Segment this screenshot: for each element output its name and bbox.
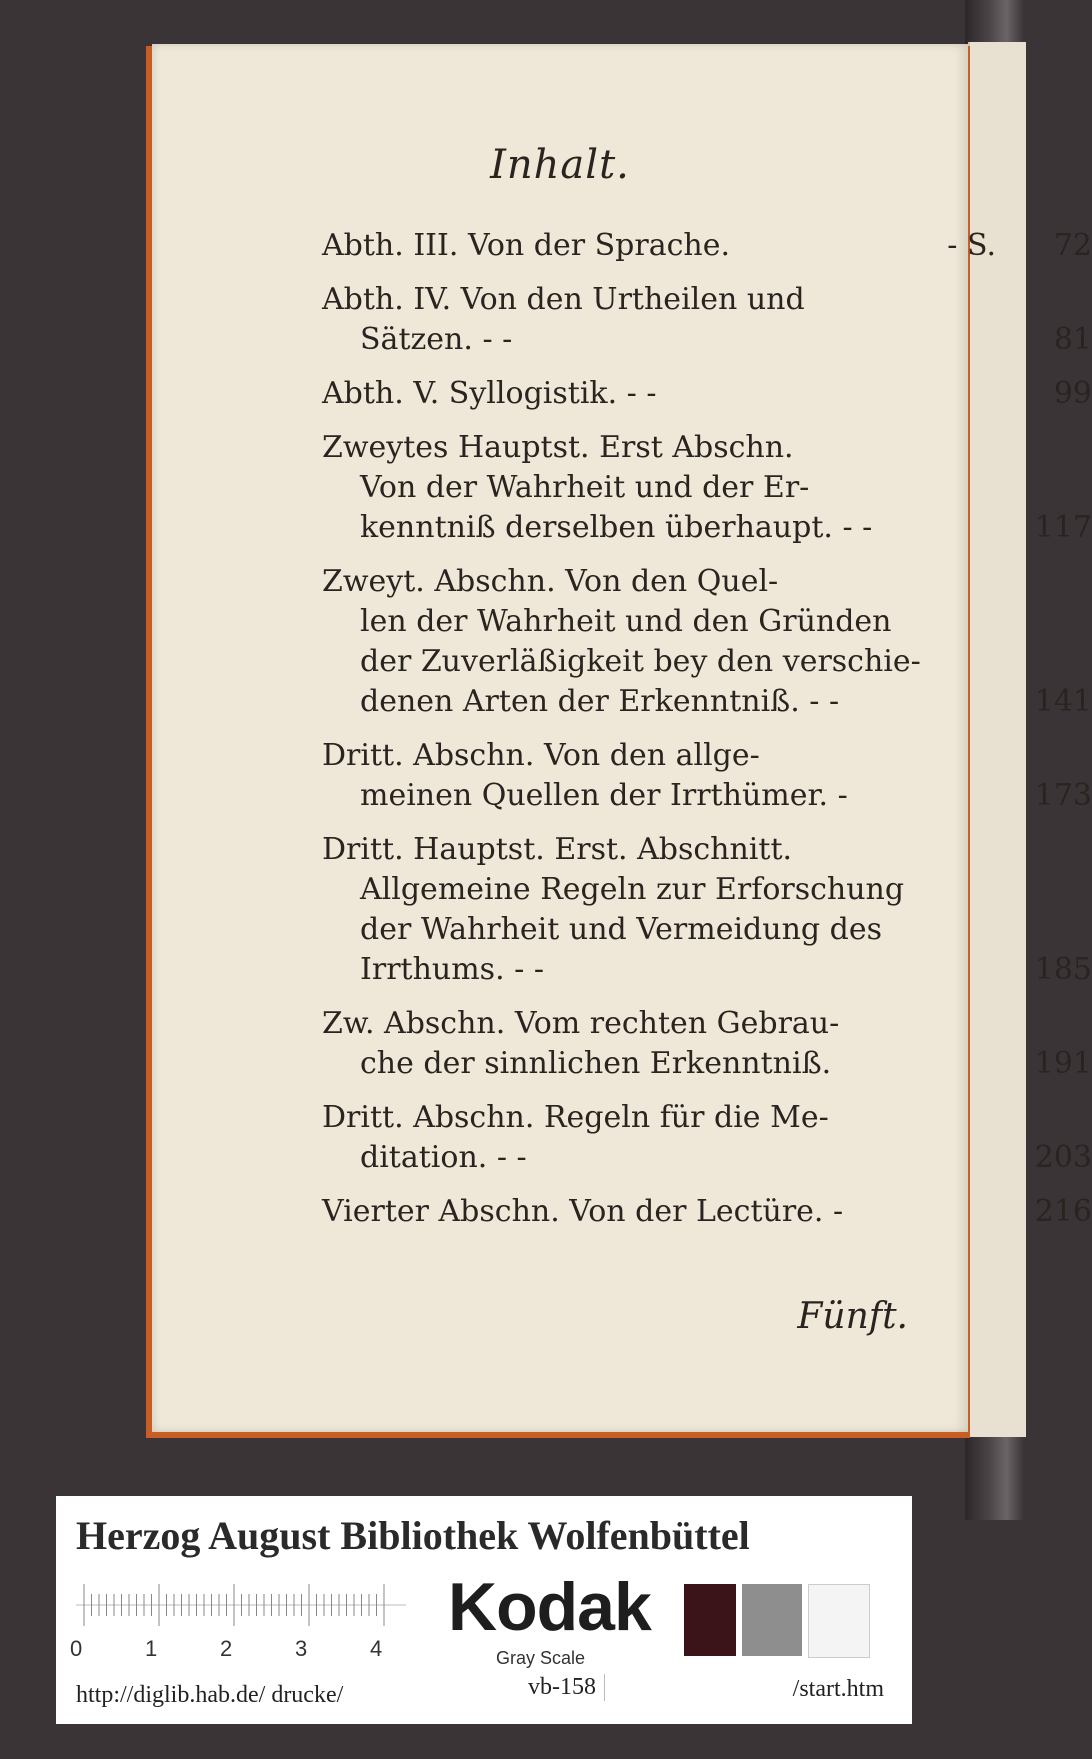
toc-entry-text: Von der Wahrheit und der Er- bbox=[360, 470, 810, 505]
toc-entry-text: Abth. V. Syllogistik. - - bbox=[322, 376, 657, 411]
toc-page-number: 72 bbox=[1053, 228, 1092, 263]
toc-page-number: 173 bbox=[1034, 778, 1092, 813]
toc-entry-text: der Wahrheit und Vermeidung des bbox=[360, 912, 882, 947]
ruler-number: 4 bbox=[370, 1636, 383, 1661]
source-url: http://diglib.hab.de/ drucke/ bbox=[76, 1682, 344, 1708]
toc-page-number: 203 bbox=[1034, 1140, 1092, 1175]
ruler-numbers bbox=[70, 1636, 410, 1666]
toc-page-number: 141 bbox=[1034, 684, 1092, 719]
toc-entry bbox=[322, 226, 1092, 266]
toc-entry-text: meinen Quellen der Irrthümer. - bbox=[360, 778, 848, 813]
ruler-number: 1 bbox=[145, 1636, 158, 1661]
toc-entry-text: Zweyt. Abschn. Von den Quel- bbox=[322, 564, 779, 599]
library-target-strip bbox=[56, 1496, 912, 1724]
ruler-number: 0 bbox=[70, 1636, 83, 1661]
toc-entry-text: Abth. IV. Von den Urtheilen und bbox=[322, 282, 805, 317]
kodak-logo: Kodak bbox=[448, 1569, 651, 1645]
toc-entry-text: Dritt. Abschn. Von den allge- bbox=[322, 738, 760, 773]
toc-entry-text: Zw. Abschn. Vom rechten Gebrau- bbox=[322, 1006, 840, 1041]
toc-entry-text: Abth. III. Von der Sprache. bbox=[322, 228, 731, 263]
toc-entry-text: kenntniß derselben überhaupt. - - bbox=[360, 510, 873, 545]
toc-page-number: 81 bbox=[1053, 322, 1092, 357]
ruler-number: 3 bbox=[295, 1636, 308, 1661]
table-of-contents bbox=[322, 212, 1092, 1232]
toc-page-number: 117 bbox=[1034, 510, 1092, 545]
toc-entry-text: Sätzen. - - bbox=[360, 322, 513, 357]
page-heading: Inhalt. bbox=[490, 142, 630, 188]
gray-swatch-mid bbox=[742, 1584, 802, 1656]
toc-page-number: 185 bbox=[1034, 952, 1092, 987]
toc-entry bbox=[322, 1004, 1092, 1084]
gray-scale-label: Gray Scale bbox=[496, 1648, 586, 1668]
toc-entry-text: Irrthums. - - bbox=[360, 952, 544, 987]
toc-entry-text: Vierter Abschn. Von der Lectüre. - bbox=[322, 1194, 844, 1229]
toc-page-number: 99 bbox=[1053, 376, 1092, 411]
toc-entry bbox=[322, 1192, 1092, 1232]
toc-entry-text: len der Wahrheit und den Gründen bbox=[360, 604, 892, 639]
toc-entry bbox=[322, 374, 1092, 414]
toc-entry-text: che der sinnlichen Erkenntniß. bbox=[360, 1046, 832, 1081]
toc-entry bbox=[322, 736, 1092, 816]
toc-page-number: 191 bbox=[1034, 1046, 1092, 1081]
toc-entry-text: Dritt. Abschn. Regeln für die Me- bbox=[322, 1100, 829, 1135]
shelfmark-code: vb-158 bbox=[528, 1674, 605, 1701]
source-url-suffix: /start.htm bbox=[792, 1676, 884, 1702]
measurement-ruler bbox=[76, 1580, 406, 1630]
toc-entry bbox=[322, 562, 1092, 722]
gray-swatch-dark bbox=[684, 1584, 736, 1656]
toc-entry-text: Dritt. Hauptst. Erst. Abschnitt. bbox=[322, 832, 793, 867]
toc-entry-text: ditation. - - bbox=[360, 1140, 527, 1175]
toc-page-number: 216 bbox=[1034, 1194, 1092, 1229]
gray-swatch-light bbox=[808, 1584, 870, 1658]
book-page bbox=[152, 44, 1092, 1432]
toc-entry bbox=[322, 1098, 1092, 1178]
toc-entry-text: Allgemeine Regeln zur Erforschung bbox=[360, 872, 905, 907]
toc-entry-text: der Zuverläßigkeit bey den verschie- bbox=[360, 644, 921, 679]
toc-entry-text: denen Arten der Erkenntniß. - - bbox=[360, 684, 840, 719]
toc-entry-text: Zweytes Hauptst. Erst Abschn. bbox=[322, 430, 794, 465]
library-name: Herzog August Bibliothek Wolfenbüttel bbox=[76, 1513, 750, 1558]
toc-entry bbox=[322, 830, 1092, 990]
catchword: Fünft. bbox=[797, 1296, 908, 1337]
toc-entry bbox=[322, 428, 1092, 548]
ruler-number: 2 bbox=[220, 1636, 233, 1661]
toc-entry-leader: - S. bbox=[947, 228, 996, 263]
toc-entry bbox=[322, 280, 1092, 360]
